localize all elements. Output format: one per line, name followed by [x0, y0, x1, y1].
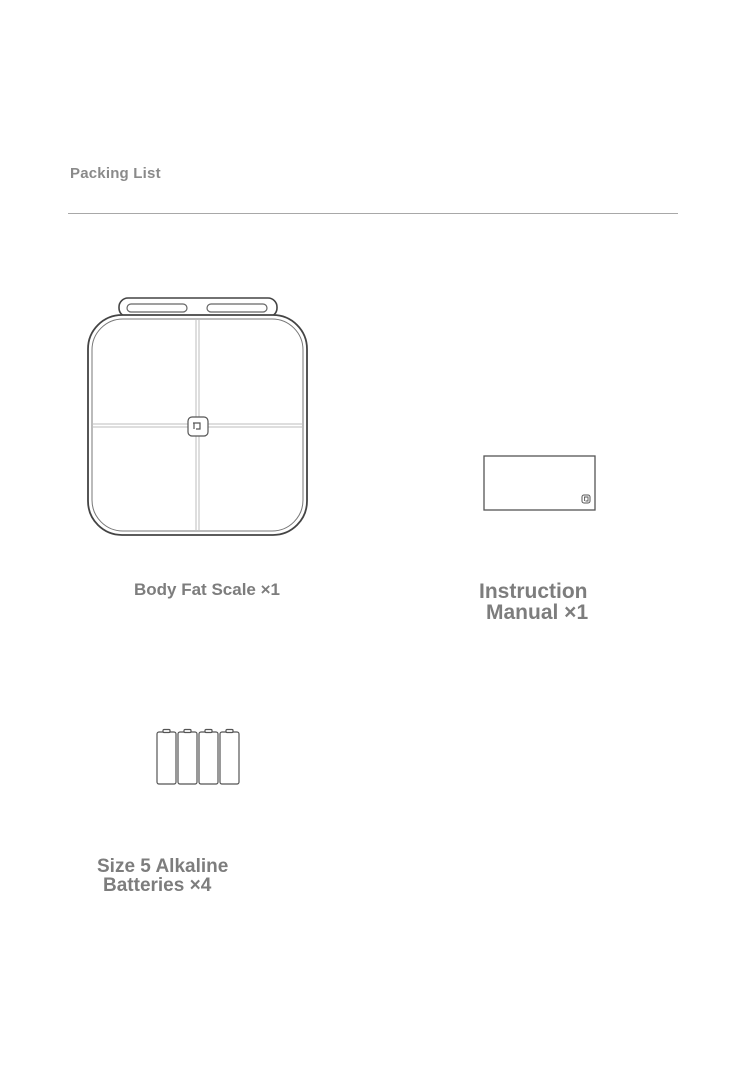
instruction-manual-caption [479, 581, 588, 623]
instruction-manual-icon [482, 454, 599, 513]
batteries-caption-line2: Batteries ×4 [103, 875, 212, 896]
section-divider [68, 213, 678, 214]
instruction-manual-caption-line1: Instruction [479, 580, 588, 603]
batteries-caption-line1: Size 5 Alkaline [97, 856, 229, 877]
batteries-caption [97, 857, 228, 895]
body-fat-scale-icon [84, 295, 312, 541]
section-title: Packing List [70, 165, 161, 182]
instruction-manual-caption-line2: Manual ×1 [486, 601, 589, 624]
aa-batteries-icon [154, 728, 244, 788]
body-fat-scale-caption: Body Fat Scale ×1 [134, 580, 280, 599]
